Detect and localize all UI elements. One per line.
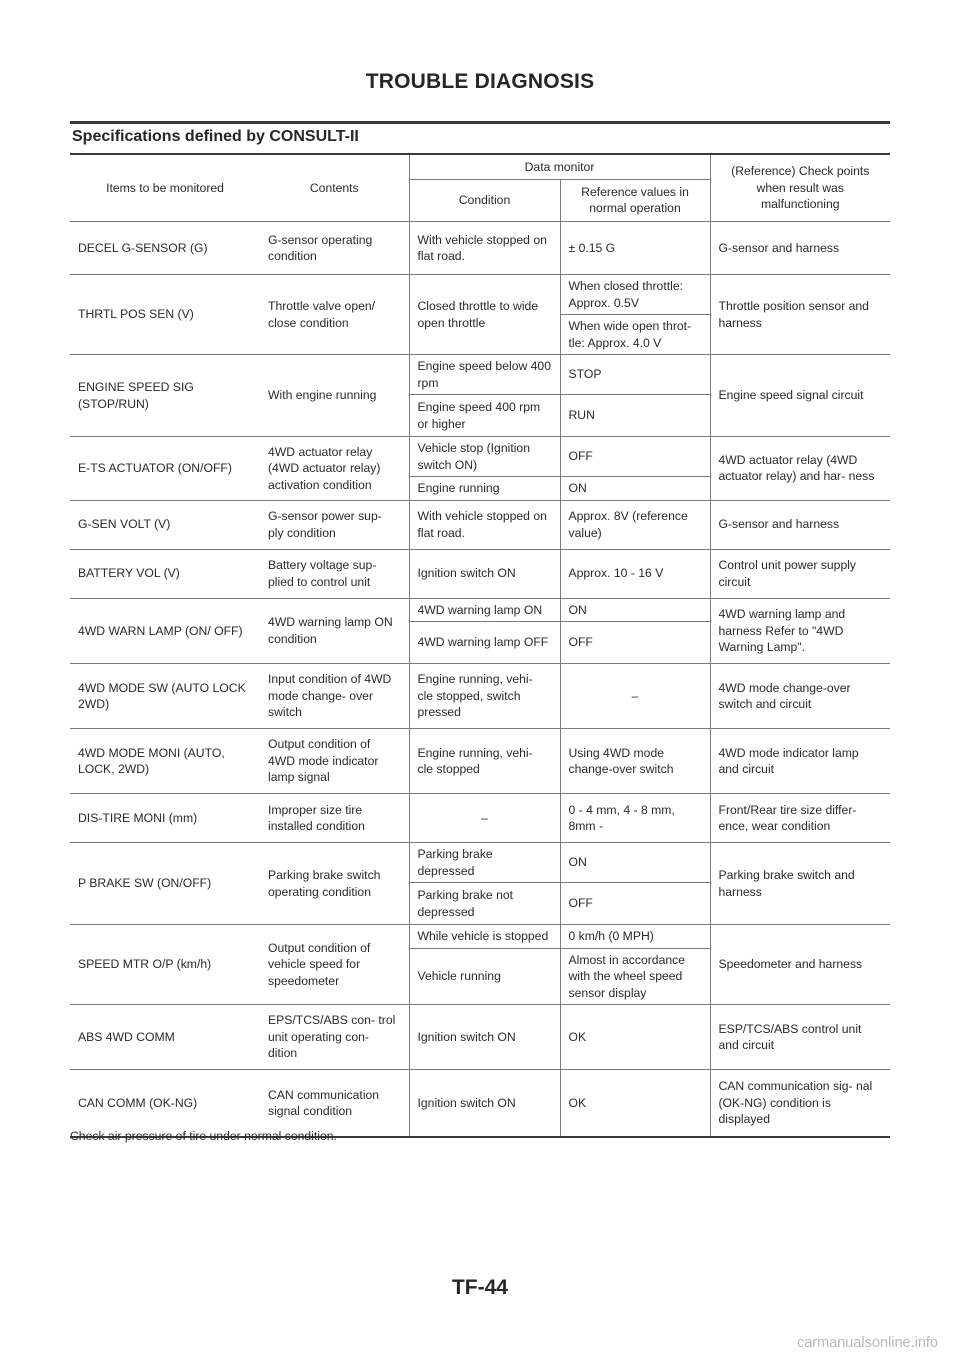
check-point-cell: Speedometer and harness <box>710 925 890 1005</box>
check-point-cell: CAN communication sig- nal (OK-NG) condition is displayed <box>710 1070 890 1138</box>
table-row <box>70 794 890 843</box>
monitor-item-cell: SPEED MTR O/P (km/h) <box>70 925 260 1005</box>
monitor-item-cell: BATTERY VOL (V) <box>70 549 260 598</box>
contents-cell: CAN communication signal condition <box>260 1070 409 1138</box>
condition-cell: Ignition switch ON <box>409 1070 560 1138</box>
monitor-item-cell: DIS-TIRE MONI (mm) <box>70 794 260 843</box>
reference-value-cell: When wide open throt- tle: Approx. 4.0 V <box>560 315 710 355</box>
reference-value-cell: Almost in accordance with the wheel speed sensor display <box>560 948 710 1005</box>
condition-cell: – <box>409 794 560 843</box>
monitor-item-cell: CAN COMM (OK-NG) <box>70 1070 260 1138</box>
condition-cell: With vehicle stopped on flat road. <box>409 500 560 549</box>
header-check-points: (Reference) Check points when result was malfunctioning <box>710 154 890 222</box>
table-row <box>70 355 890 395</box>
page-title: TROUBLE DIAGNOSIS <box>365 70 595 93</box>
condition-cell: 4WD warning lamp OFF <box>409 622 560 664</box>
check-point-cell: Parking brake switch and harness <box>710 843 890 925</box>
condition-cell: Vehicle stop (Ignition switch ON) <box>409 437 560 477</box>
table-row <box>70 925 890 949</box>
check-point-cell: Control unit power supply circuit <box>710 549 890 598</box>
check-point-cell: G-sensor and harness <box>710 500 890 549</box>
table-row <box>70 1070 890 1138</box>
monitor-item-cell: G-SEN VOLT (V) <box>70 500 260 549</box>
reference-value-cell: 0 km/h (0 MPH) <box>560 925 710 949</box>
condition-cell: With vehicle stopped on flat road. <box>409 222 560 275</box>
watermark: carmanualsonline.info <box>796 1335 938 1351</box>
table-row <box>70 664 890 729</box>
check-point-cell: ESP/TCS/ABS control unit and circuit <box>710 1005 890 1070</box>
footnote: Check air pressure of tire under normal condition. <box>70 1129 337 1143</box>
contents-cell: G-sensor operating condition <box>260 222 409 275</box>
reference-value-cell: STOP <box>560 355 710 395</box>
reference-value-cell: RUN <box>560 395 710 437</box>
check-point-cell: Throttle position sensor and harness <box>710 275 890 355</box>
contents-cell: Improper size tire installed condition <box>260 794 409 843</box>
reference-value-cell: – <box>560 664 710 729</box>
condition-cell: Ignition switch ON <box>409 1005 560 1070</box>
monitor-item-cell: DECEL G-SENSOR (G) <box>70 222 260 275</box>
condition-cell: Engine running, vehi- cle stopped <box>409 729 560 794</box>
condition-cell: Engine running <box>409 477 560 501</box>
condition-cell: Engine running, vehi- cle stopped, switch pressed <box>409 664 560 729</box>
reference-value-cell: OFF <box>560 883 710 925</box>
check-point-cell: 4WD mode change-over switch and circuit <box>710 664 890 729</box>
condition-cell: While vehicle is stopped <box>409 925 560 949</box>
header-row <box>70 154 890 179</box>
monitor-item-cell: ENGINE SPEED SIG (STOP/RUN) <box>70 355 260 437</box>
condition-cell: Parking brake depressed <box>409 843 560 883</box>
reference-value-cell: OK <box>560 1005 710 1070</box>
reference-value-cell: ON <box>560 843 710 883</box>
monitor-item-cell: 4WD MODE MONI (AUTO, LOCK, 2WD) <box>70 729 260 794</box>
table-row <box>70 222 890 275</box>
check-point-cell: G-sensor and harness <box>710 222 890 275</box>
contents-cell: Input condition of 4WD mode change- over switch <box>260 664 409 729</box>
table-row <box>70 598 890 622</box>
reference-value-cell: OFF <box>560 622 710 664</box>
check-point-cell: Engine speed signal circuit <box>710 355 890 437</box>
table-row <box>70 437 890 477</box>
table-row <box>70 843 890 883</box>
contents-cell: Output condition of vehicle speed for speedometer <box>260 925 409 1005</box>
contents-cell: Output condition of 4WD mode indicator lamp signal <box>260 729 409 794</box>
contents-cell: Battery voltage sup- plied to control unit <box>260 549 409 598</box>
table-row <box>70 275 890 315</box>
contents-cell: 4WD warning lamp ON condition <box>260 598 409 664</box>
table-row <box>70 1005 890 1070</box>
reference-value-cell: ON <box>560 598 710 622</box>
spec-table <box>70 153 890 1138</box>
reference-value-cell: ON <box>560 477 710 501</box>
reference-value-cell: Using 4WD mode change-over switch <box>560 729 710 794</box>
check-point-cell: Front/Rear tire size differ- ence, wear condition <box>710 794 890 843</box>
spec-table-body <box>70 222 890 1138</box>
contents-cell: Parking brake switch operating condition <box>260 843 409 925</box>
table-row <box>70 549 890 598</box>
condition-cell: Engine speed below 400 rpm <box>409 355 560 395</box>
contents-cell: 4WD actuator relay (4WD actuator relay) activation condition <box>260 437 409 501</box>
condition-cell: 4WD warning lamp ON <box>409 598 560 622</box>
title-rule <box>70 121 890 124</box>
reference-value-cell: ± 0.15 G <box>560 222 710 275</box>
header-data-monitor: Data monitor <box>409 154 710 179</box>
contents-cell: G-sensor power sup- ply condition <box>260 500 409 549</box>
reference-value-cell: Approx. 8V (reference value) <box>560 500 710 549</box>
condition-cell: Vehicle running <box>409 948 560 1005</box>
check-point-cell: 4WD warning lamp and harness Refer to "4WD Warning Lamp". <box>710 598 890 664</box>
page-number: TF-44 <box>451 1276 508 1299</box>
reference-value-cell: OK <box>560 1070 710 1138</box>
table-row <box>70 500 890 549</box>
check-point-cell: 4WD mode indicator lamp and circuit <box>710 729 890 794</box>
reference-value-cell: OFF <box>560 437 710 477</box>
monitor-item-cell: THRTL POS SEN (V) <box>70 275 260 355</box>
condition-cell: Parking brake not depressed <box>409 883 560 925</box>
condition-cell: Ignition switch ON <box>409 549 560 598</box>
header-items: Items to be monitored <box>106 180 224 195</box>
contents-cell: With engine running <box>260 355 409 437</box>
header-condition: Condition <box>409 179 560 221</box>
reference-value-cell: When closed throttle: Approx. 0.5V <box>560 275 710 315</box>
reference-value-cell: 0 - 4 mm, 4 - 8 mm, 8mm - <box>560 794 710 843</box>
check-point-cell: 4WD actuator relay (4WD actuator relay) and har- ness <box>710 437 890 501</box>
monitor-item-cell: 4WD MODE SW (AUTO LOCK 2WD) <box>70 664 260 729</box>
table-row <box>70 729 890 794</box>
monitor-item-cell: ABS 4WD COMM <box>70 1005 260 1070</box>
header-reference-values: Reference values in normal operation <box>560 179 710 221</box>
section-title: Specifications defined by CONSULT-II <box>72 128 359 145</box>
monitor-item-cell: 4WD WARN LAMP (ON/ OFF) <box>70 598 260 664</box>
contents-cell: Throttle valve open/ close condition <box>260 275 409 355</box>
condition-cell: Engine speed 400 rpm or higher <box>409 395 560 437</box>
monitor-item-cell: E-TS ACTUATOR (ON/OFF) <box>70 437 260 501</box>
monitor-item-cell: P BRAKE SW (ON/OFF) <box>70 843 260 925</box>
contents-cell: EPS/TCS/ABS con- trol unit operating con- dition <box>260 1005 409 1070</box>
condition-cell: Closed throttle to wide open throttle <box>409 275 560 355</box>
reference-value-cell: Approx. 10 - 16 V <box>560 549 710 598</box>
header-contents: Contents <box>309 180 359 195</box>
